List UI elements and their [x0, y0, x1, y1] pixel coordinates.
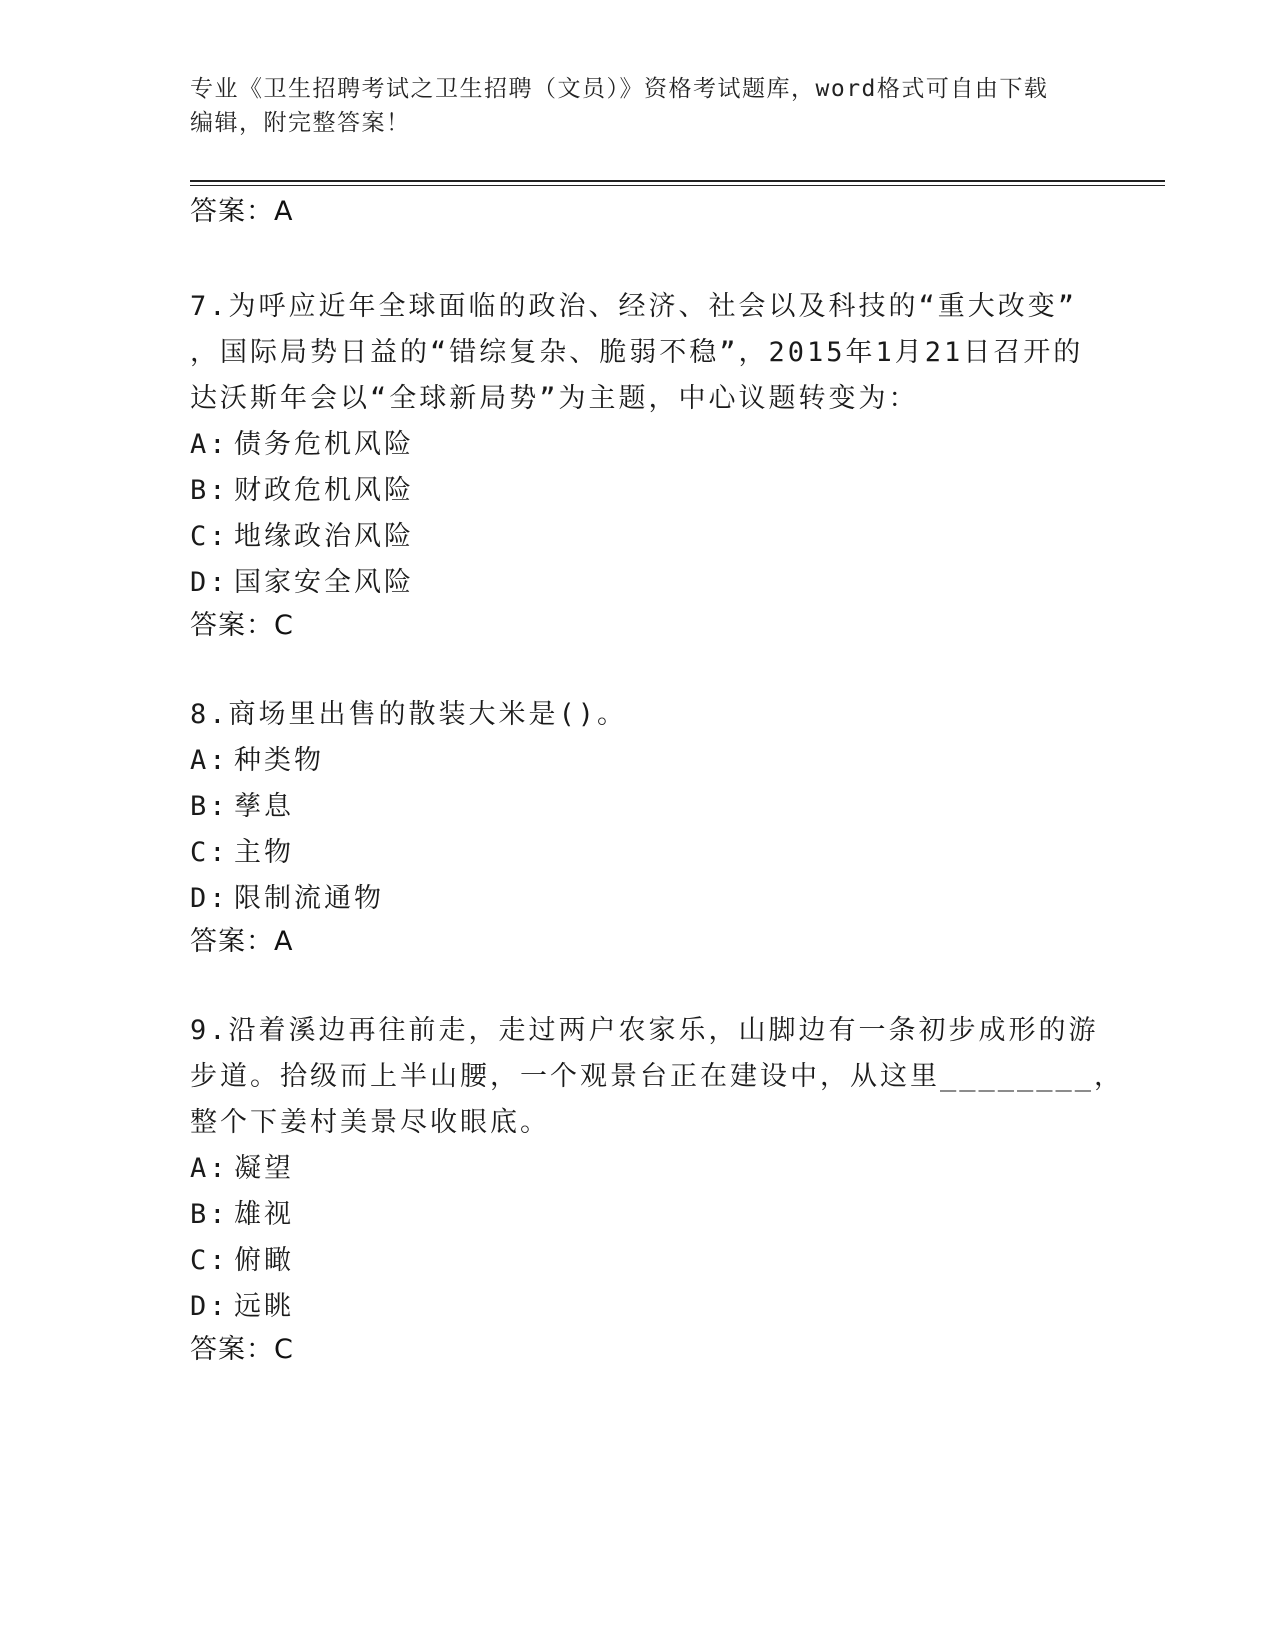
option-key: A: — [190, 745, 229, 776]
option-a — [190, 422, 1140, 468]
option-text: 孳息 — [234, 791, 294, 822]
option-key: C: — [190, 837, 229, 868]
answer-q9: 答案：C — [190, 1334, 294, 1365]
option-d — [190, 1284, 1140, 1330]
option-text: 地缘政治风险 — [234, 521, 414, 552]
option-text: 种类物 — [234, 745, 324, 776]
option-key: A: — [190, 1153, 229, 1184]
option-text: 债务危机风险 — [234, 429, 414, 460]
option-a — [190, 1146, 1140, 1192]
option-key: D: — [190, 883, 229, 914]
option-text: 限制流通物 — [234, 883, 384, 914]
page-header — [190, 72, 1090, 140]
option-text: 财政危机风险 — [234, 475, 414, 506]
question-9 — [190, 1008, 1140, 1370]
question-stem-line: 步道。拾级而上半山腰，一个观景台正在建设中，从这里________， — [190, 1061, 1125, 1092]
question-list — [190, 192, 1140, 1370]
option-text: 俯瞰 — [234, 1245, 294, 1276]
option-text: 雄视 — [234, 1199, 294, 1230]
option-text: 凝望 — [234, 1153, 294, 1184]
answer-q7: 答案：C — [190, 610, 294, 641]
question-stem-line: 8.商场里出售的散装大米是()。 — [190, 699, 628, 730]
option-a — [190, 738, 1140, 784]
option-d — [190, 876, 1140, 922]
question-stem-line: 达沃斯年会以“全球新局势”为主题，中心议题转变为： — [190, 383, 919, 414]
answer-q6: 答案：A — [190, 196, 294, 227]
option-key: B: — [190, 475, 229, 506]
option-text: 主物 — [234, 837, 294, 868]
option-key: B: — [190, 1199, 229, 1230]
question-stem-line: 7.为呼应近年全球面临的政治、经济、社会以及科技的“重大改变” — [190, 291, 1078, 322]
question-7 — [190, 284, 1140, 646]
header-rule-thin — [190, 185, 1165, 186]
option-key: D: — [190, 1291, 229, 1322]
option-c — [190, 1238, 1140, 1284]
option-text: 远眺 — [234, 1291, 294, 1322]
question-stem-line: 9.沿着溪边再往前走，走过两户农家乐，山脚边有一条初步成形的游 — [190, 1015, 1099, 1046]
question-stem-line: 整个下姜村美景尽收眼底。 — [190, 1107, 550, 1138]
question-stem-line: ，国际局势日益的“错综复杂、脆弱不稳”，2015年1月21日召开的 — [190, 337, 1084, 368]
option-b — [190, 468, 1140, 514]
option-key: A: — [190, 429, 229, 460]
option-d — [190, 560, 1140, 606]
option-text: 国家安全风险 — [234, 567, 414, 598]
option-c — [190, 514, 1140, 560]
option-b — [190, 1192, 1140, 1238]
option-key: C: — [190, 521, 229, 552]
question-8 — [190, 692, 1140, 962]
header-rule-thick — [190, 180, 1165, 182]
answer-q8: 答案：A — [190, 926, 294, 957]
option-key: D: — [190, 567, 229, 598]
option-key: B: — [190, 791, 229, 822]
option-key: C: — [190, 1245, 229, 1276]
option-b — [190, 784, 1140, 830]
header-line-2: 编辑，附完整答案！ — [190, 110, 411, 136]
header-line-1: 专业《卫生招聘考试之卫生招聘（文员）》资格考试题库，word格式可自由下载 — [190, 76, 1049, 102]
option-c — [190, 830, 1140, 876]
